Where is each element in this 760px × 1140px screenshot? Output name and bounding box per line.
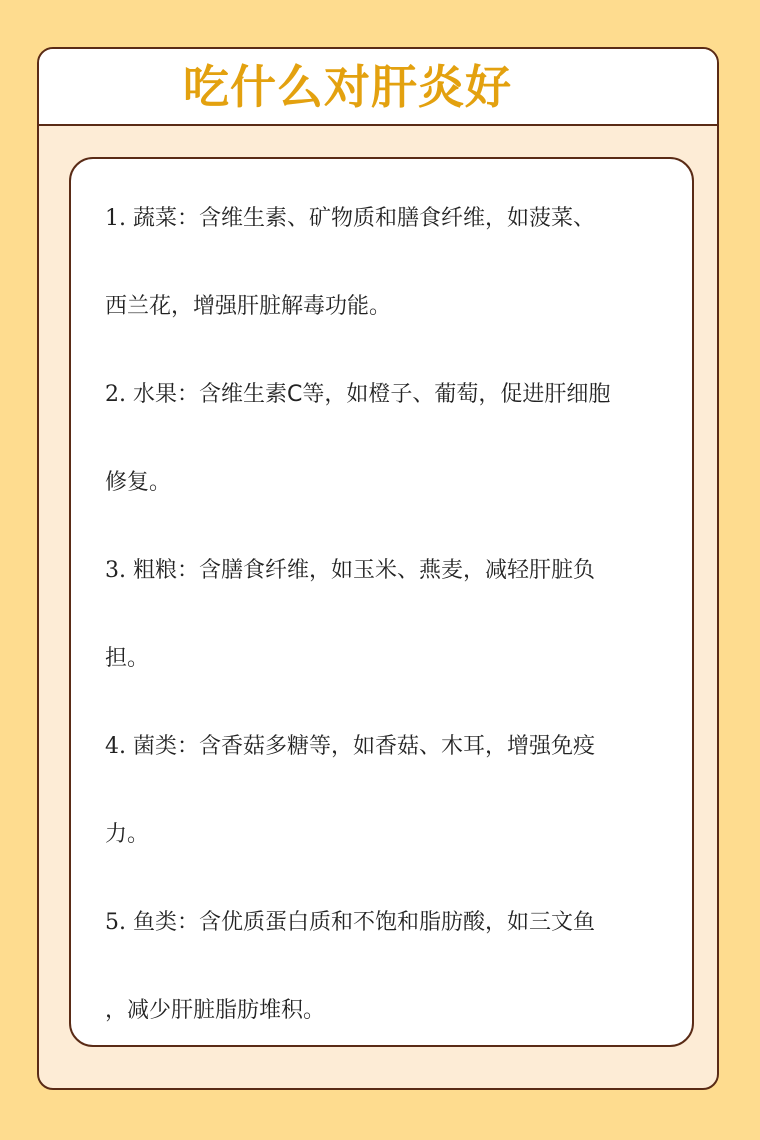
title-bar — [39, 49, 717, 126]
item-text: 菌类：含香菇多糖等，如香菇、木耳，增强免疫 — [126, 734, 595, 759]
item-text: 力。 — [105, 822, 150, 847]
item-number: 4. — [105, 734, 126, 759]
item-text: 修复。 — [105, 470, 172, 495]
article-card — [37, 47, 719, 1090]
item-text: ，减少肝脏脂肪堆积。 — [105, 998, 326, 1023]
list-item-vegetables — [105, 181, 692, 269]
list-item-fruit-cont — [105, 445, 692, 533]
item-number: 3. — [105, 558, 126, 583]
content-panel — [69, 157, 694, 1047]
item-number: 2. — [105, 382, 126, 407]
item-text: 蔬菜：含维生素、矿物质和膳食纤维，如菠菜、 — [126, 206, 595, 231]
list-item-mushrooms — [105, 709, 692, 797]
list-item-mushrooms-cont — [105, 797, 692, 885]
list-item-vegetables-cont — [105, 269, 692, 357]
item-number: 5. — [105, 910, 126, 935]
item-text: 粗粮：含膳食纤维，如玉米、燕麦，减轻肝脏负 — [126, 558, 595, 583]
list-item-fish-cont — [105, 973, 692, 1047]
item-text: 鱼类：含优质蛋白质和不饱和脂肪酸，如三文鱼 — [126, 910, 595, 935]
item-text: 水果：含维生素C等，如橙子、葡萄，促进肝细胞 — [126, 382, 611, 407]
item-text: 西兰花，增强肝脏解毒功能。 — [105, 294, 392, 319]
page-title: 吃什么对肝炎好 — [183, 60, 512, 114]
list-item-fruit — [105, 357, 692, 445]
food-list — [105, 181, 692, 1047]
item-text: 担。 — [105, 646, 150, 671]
item-number: 1. — [105, 206, 126, 231]
list-item-grains-cont — [105, 621, 692, 709]
list-item-grains — [105, 533, 692, 621]
list-item-fish — [105, 885, 692, 973]
